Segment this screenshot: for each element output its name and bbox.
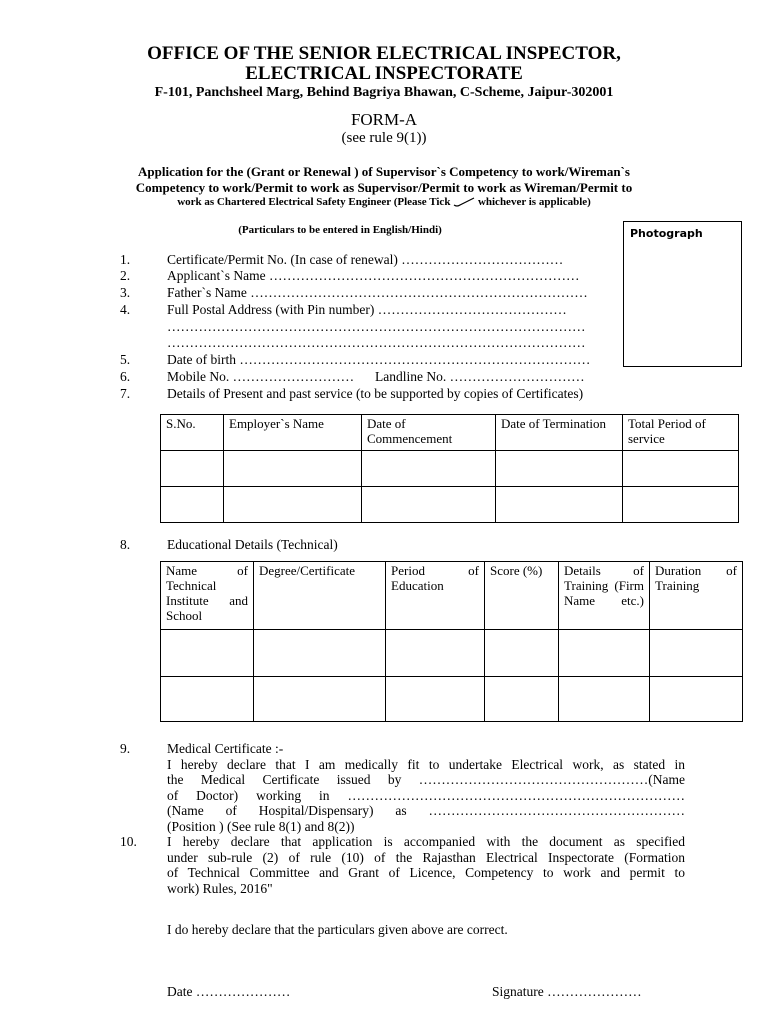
table-cell[interactable] (623, 451, 739, 487)
table-header-row (161, 562, 743, 630)
declaration-line2: under sub-rule (2) of rule (10) of the Rajasthan Electrical Inspectorate (Formation (167, 849, 685, 865)
tick-mark-icon (453, 197, 475, 207)
table-header-row (161, 415, 739, 451)
final-declaration: I do hereby declare that the particulars given above are correct. (167, 922, 508, 937)
table-cell[interactable] (254, 677, 386, 722)
table-cell[interactable] (161, 630, 254, 677)
table-cell[interactable] (386, 677, 485, 722)
application-line3 (0, 196, 768, 208)
table-header-cell: Degree/Certificate (254, 562, 386, 630)
mobile-number-field[interactable]: Mobile No. ……………………… (167, 369, 355, 384)
office-title-line2: ELECTRICAL INSPECTORATE (245, 63, 523, 84)
application-line3-end: whichever is applicable) (477, 196, 591, 208)
table-row (161, 487, 739, 523)
application-line1: Application for the (Grant or Renewal ) of Supervisor`s Competency to work/Wireman`s (138, 164, 630, 179)
application-line3-start: work as Chartered Electrical Safety Engineer (Please Tick (177, 196, 451, 208)
date-of-birth-field[interactable]: Date of birth …………………………………………………………………… (167, 352, 591, 367)
table-cell[interactable] (224, 487, 362, 523)
table-cell[interactable] (254, 630, 386, 677)
office-address: F-101, Panchsheel Marg, Behind Bagriya Bhawan, C-Scheme, Jaipur-302001 (154, 85, 614, 100)
table-cell[interactable] (559, 677, 650, 722)
table-row (161, 677, 743, 722)
educational-details-table (160, 561, 743, 722)
declaration-line3: of Technical Committee and Grant of Licence, Competency to work and permit to (167, 865, 685, 880)
educational-details-label: Educational Details (Technical) (167, 537, 338, 552)
table-header-cell: Date of Commencement (362, 415, 496, 451)
item-number-9: 9. (120, 741, 131, 756)
table-cell[interactable] (485, 677, 559, 722)
table-cell[interactable] (496, 487, 623, 523)
item-number-7: 7. (120, 386, 131, 401)
postal-address-line3[interactable]: ………………………………………………………………………………… (167, 335, 586, 350)
father-name-field[interactable]: Father`s Name ………………………………………………………………… (167, 285, 588, 300)
medical-certificate-section (167, 741, 685, 834)
declaration-section (167, 834, 685, 896)
item-number-8: 8. (120, 537, 131, 552)
office-title-line1: OFFICE OF THE SENIOR ELECTRICAL INSPECTOR, (147, 43, 621, 64)
medical-doctor-field[interactable]: the Medical Certificate issued by ……………………………………………(Name (167, 772, 685, 787)
table-cell[interactable] (161, 677, 254, 722)
photograph-box[interactable] (623, 221, 742, 367)
form-title: FORM-A (350, 110, 418, 129)
applicant-name-field[interactable]: Applicant`s Name …………………………………………………………… (167, 268, 580, 283)
table-header-cell: Period of Education (386, 562, 485, 630)
table-cell[interactable] (650, 630, 743, 677)
declaration-line1: I hereby declare that application is accompanied with the document as specified (167, 834, 685, 849)
item-number-10: 10. (120, 834, 137, 849)
table-header-cell: S.No. (161, 415, 224, 451)
medical-working-in-field[interactable]: of Doctor) working in ………………………………………………………………… (167, 787, 685, 803)
particulars-note: (Particulars to be entered in English/Hindi) (238, 224, 442, 236)
medical-line1: I hereby declare that I am medically fit to undertake Electrical work, as stated in (167, 756, 685, 772)
postal-address-line2[interactable]: ………………………………………………………………………………… (167, 319, 586, 334)
table-cell[interactable] (161, 487, 224, 523)
item-number-4: 4. (120, 302, 131, 317)
table-header-cell: Date of Termination (496, 415, 623, 451)
medical-position-line: (Position ) (See rule 8(1) and 8(2)) (167, 818, 355, 834)
table-cell[interactable] (224, 451, 362, 487)
medical-certificate-title: Medical Certificate :- (167, 741, 284, 756)
postal-address-field[interactable]: Full Postal Address (with Pin number) …………………………………… (167, 302, 567, 317)
rule-reference: (see rule 9(1)) (341, 130, 427, 146)
table-cell[interactable] (485, 630, 559, 677)
item-number-3: 3. (120, 285, 131, 300)
item-number-2: 2. (120, 268, 131, 283)
table-cell[interactable] (161, 451, 224, 487)
service-details-label: Details of Present and past service (to be supported by copies of Certificates) (167, 386, 584, 401)
item-number-6: 6. (120, 369, 131, 384)
table-cell[interactable] (623, 487, 739, 523)
medical-hospital-field[interactable]: (Name of Hospital/Dispensary) as ………………………………………………… (167, 803, 685, 818)
table-header-cell: Score (%) (485, 562, 559, 630)
table-cell[interactable] (362, 487, 496, 523)
table-cell[interactable] (386, 630, 485, 677)
service-details-table (160, 414, 739, 523)
certificate-permit-field[interactable]: Certificate/Permit No. (In case of renewal) ……………………………… (167, 252, 564, 267)
table-cell[interactable] (362, 451, 496, 487)
table-cell[interactable] (650, 677, 743, 722)
item-number-1: 1. (120, 252, 131, 267)
signature-field[interactable]: Signature ………………… (492, 984, 642, 999)
application-line2: Competency to work/Permit to work as Supervisor/Permit to work as Wireman/Permit to (135, 180, 633, 195)
landline-number-field[interactable]: Landline No. ………………………… (375, 369, 585, 384)
item-number-5: 5. (120, 352, 131, 367)
table-cell[interactable] (559, 630, 650, 677)
table-row (161, 630, 743, 677)
table-header-cell: Duration of Training (650, 562, 743, 630)
table-header-cell: Details of Training (Firm Name etc.) (559, 562, 650, 630)
table-header-cell: Name of Technical Institute and School (161, 562, 254, 630)
table-row (161, 451, 739, 487)
table-header-cell: Employer`s Name (224, 415, 362, 451)
photograph-label: Photograph (630, 227, 703, 240)
table-cell[interactable] (496, 451, 623, 487)
date-field[interactable]: Date ………………… (167, 984, 291, 999)
table-header-cell: Total Period of service (623, 415, 739, 451)
declaration-line4: work) Rules, 2016" (167, 880, 273, 896)
